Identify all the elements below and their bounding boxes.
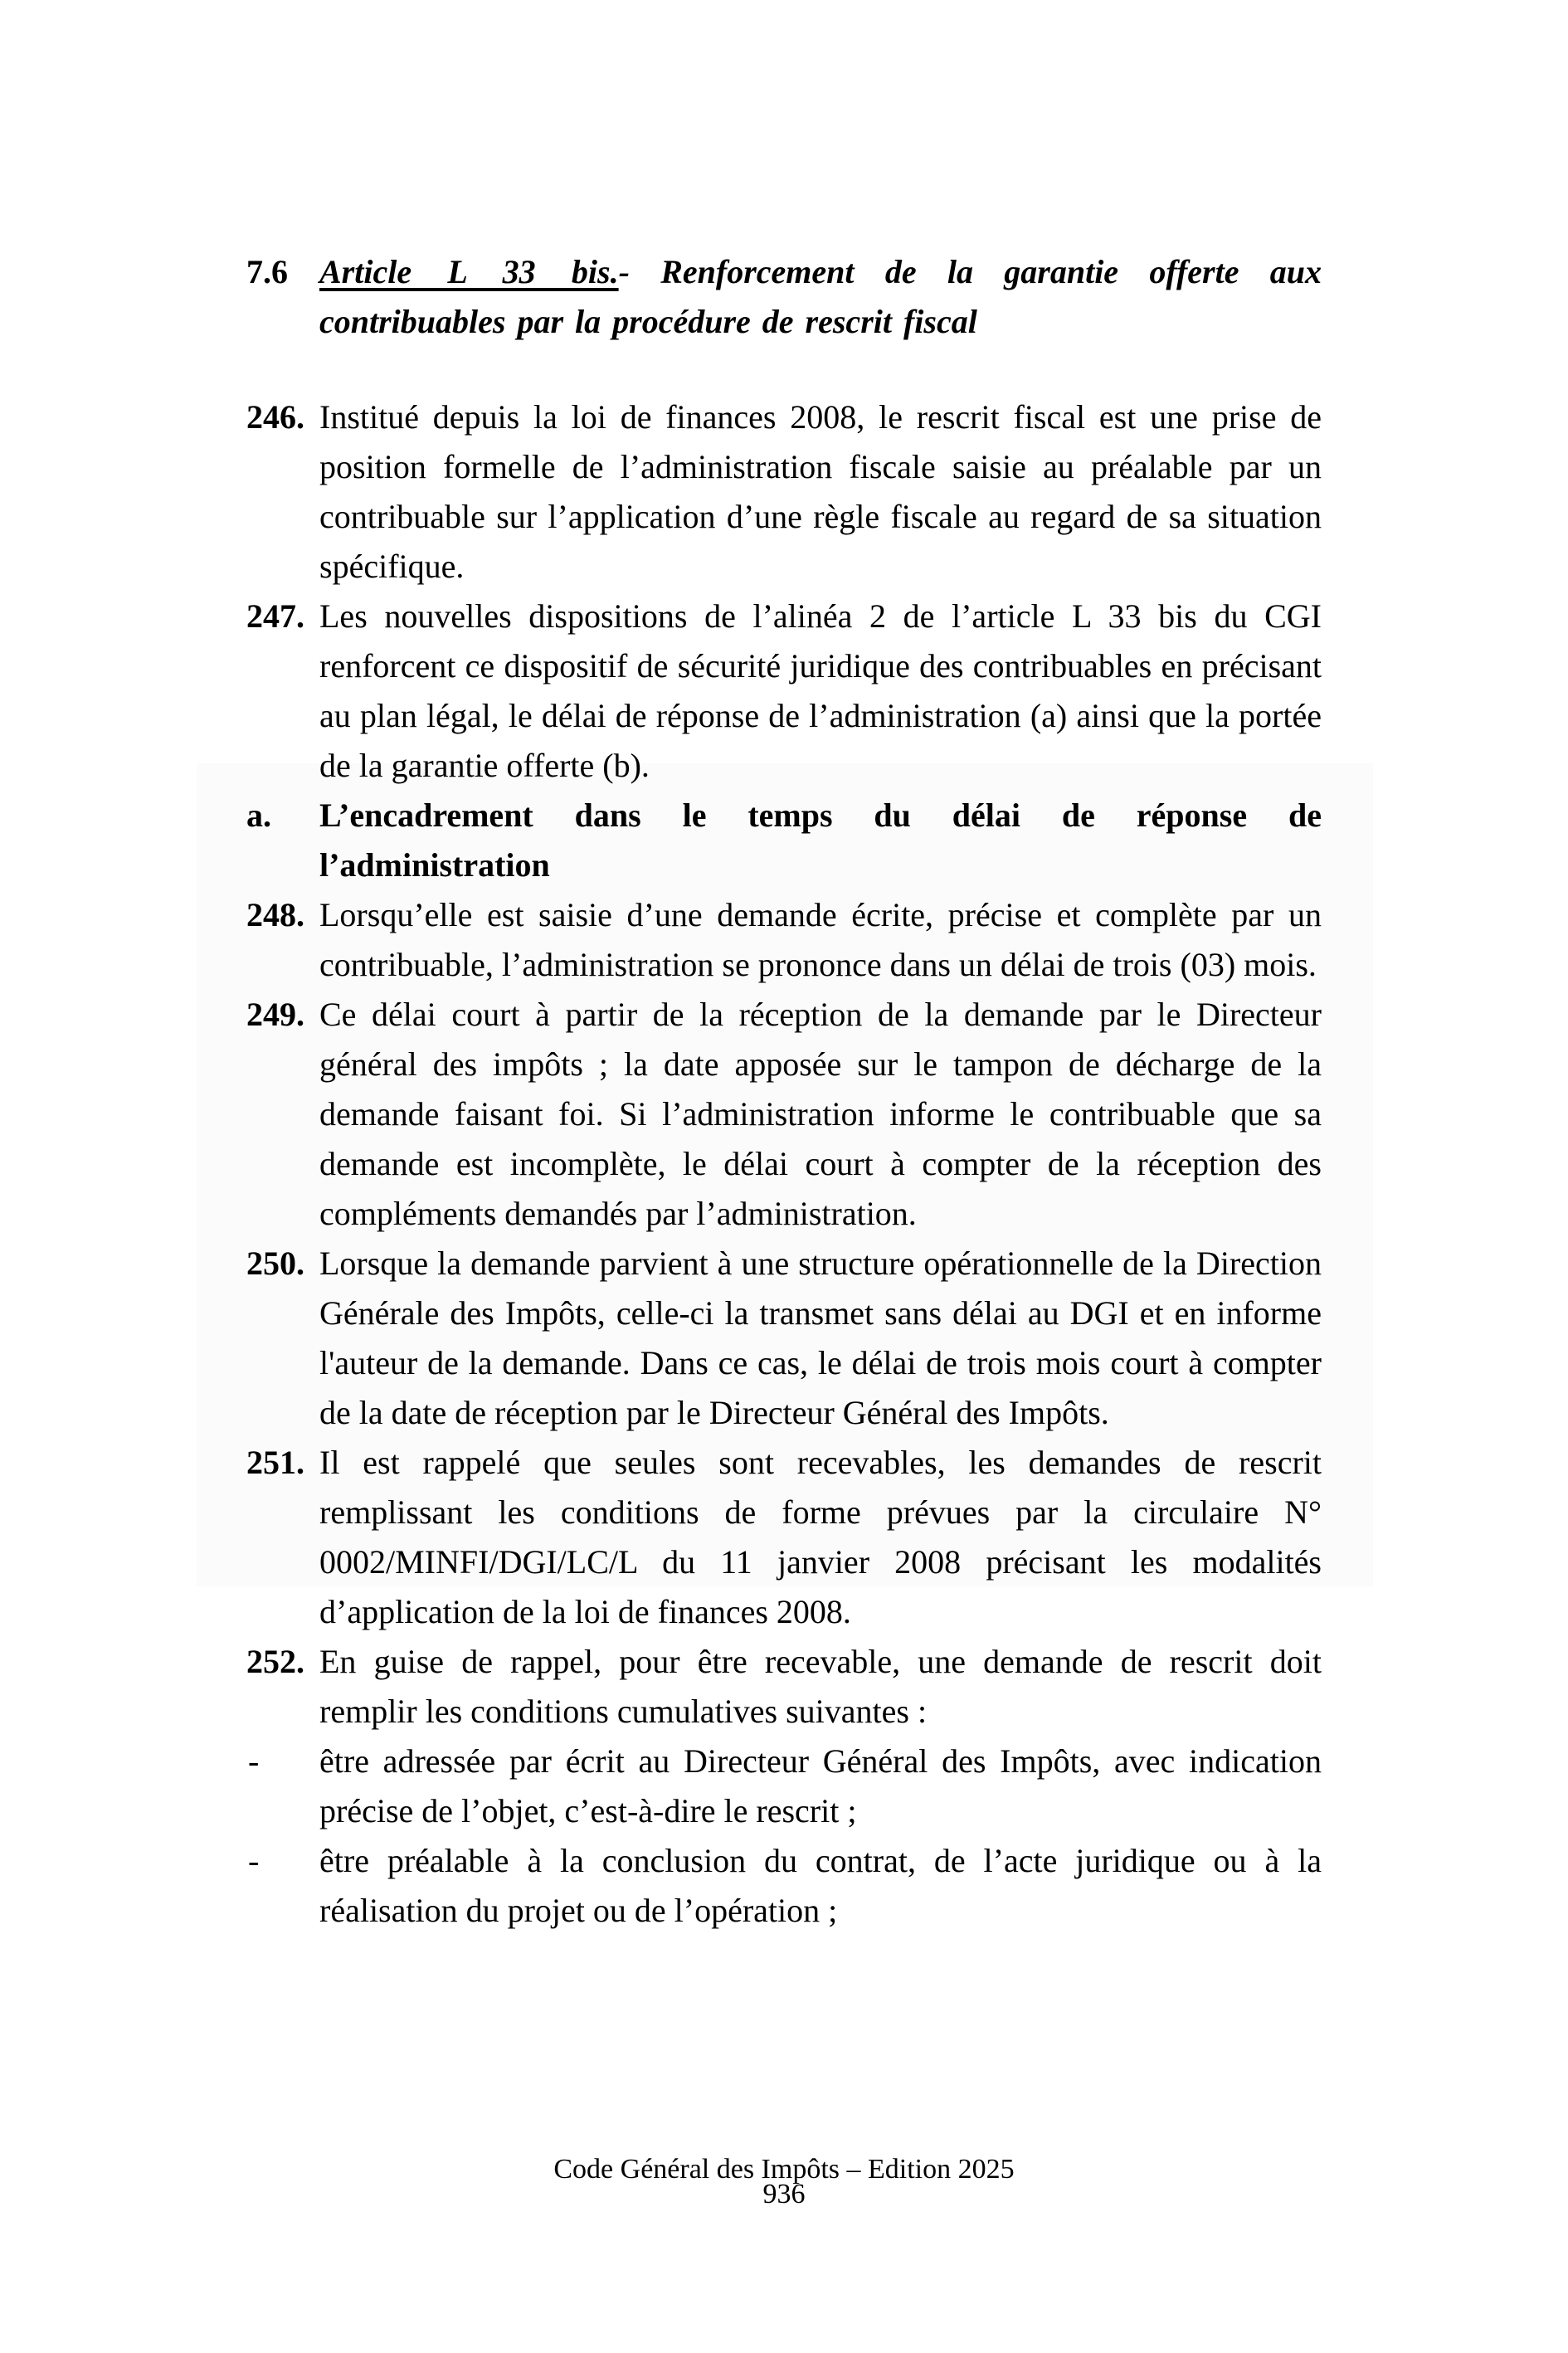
paragraph-text: Les nouvelles dispositions de l’alinéa 2 de l’article L 33 bis du CGI renforcent ce dispositif de sécurité juridique des contribuables en précisant au plan légal, le délai de réponse de l’administration (a) ainsi que la portée de la garantie offerte (b).: [319, 597, 1322, 784]
paragraph-248: [246, 890, 1322, 990]
paragraph-246: [246, 392, 1322, 592]
subheading-text: L’encadrement dans le temps du délai de réponse de l’administration: [319, 797, 1322, 884]
paragraph-249: [246, 990, 1322, 1239]
subheading-a: [246, 791, 1322, 890]
section-number: 7.6: [246, 253, 288, 290]
paragraph-number: 248.: [246, 896, 304, 933]
paragraph-number: 250.: [246, 1245, 304, 1282]
paragraph-number: 251.: [246, 1444, 304, 1481]
paragraph-number: 249.: [246, 996, 304, 1033]
paragraph-text: En guise de rappel, pour être recevable, une demande de rescrit doit remplir les conditions cumulatives suivantes :: [319, 1643, 1322, 1730]
paragraph-251: [246, 1438, 1322, 1637]
paragraph-number: 247.: [246, 597, 304, 635]
condition-list-item: [246, 1836, 1322, 1936]
page-number: 936: [762, 2179, 806, 2209]
condition-text: être adressée par écrit au Directeur Général des Impôts, avec indication précise de l’objet, c’est-à-dire le rescrit ;: [319, 1742, 1322, 1829]
paragraph-text: Lorsque la demande parvient à une structure opérationnelle de la Direction Générale des Impôts, celle-ci la transmet sans délai au DGI et en informe l'auteur de la demande. Dans ce cas, le délai de trois mois court à compter de la date de réception par le Directeur Général des Impôts.: [319, 1245, 1322, 1431]
condition-text: être préalable à la conclusion du contrat, de l’acte juridique ou à la réalisation du projet ou de l’opération ;: [319, 1842, 1322, 1929]
paragraph-text: Il est rappelé que seules sont recevables, les demandes de rescrit remplissant les conditions de forme prévues par la circulaire N° 0002/MINFI/DGI/LC/L du 11 janvier 2008 précisant les modalités d’application de la loi de finances 2008.: [319, 1444, 1322, 1630]
section-title: [246, 247, 1322, 347]
condition-list-item: [246, 1737, 1322, 1836]
paragraph-250: [246, 1239, 1322, 1438]
footer-title: Code Général des Impôts – Edition 2025: [553, 2154, 1015, 2185]
paragraph-number: 252.: [246, 1643, 304, 1680]
document-page: [246, 247, 1322, 1936]
subheading-letter: a.: [246, 797, 271, 834]
paragraph-number: 246.: [246, 398, 304, 436]
paragraph-252: [246, 1637, 1322, 1737]
paragraph-247: [246, 592, 1322, 791]
paragraph-text: Lorsqu’elle est saisie d’une demande écrite, précise et complète par un contribuable, l’administration se prononce dans un délai de trois (03) mois.: [319, 896, 1322, 983]
paragraph-text: Ce délai court à partir de la réception de la demande par le Directeur général des impôts ; la date apposée sur le tampon de décharge de la demande faisant foi. Si l’administration informe le contribuable que sa demande est incomplète, le délai court à compter de la réception des compléments demandés par l’administration.: [319, 996, 1322, 1232]
dash-bullet-icon: -: [248, 1842, 260, 1879]
paragraph-text: Institué depuis la loi de finances 2008, le rescrit fiscal est une prise de position formelle de l’administration fiscale saisie au préalable par un contribuable sur l’application d’une règle fiscale au regard de sa situation spécifique.: [319, 398, 1322, 585]
paragraph-list: [246, 392, 1322, 1936]
page-footer: [0, 2154, 1568, 2209]
article-reference: Article L 33 bis.: [319, 253, 619, 290]
section-title-text: - Renforcement de la garantie offerte aux contribuables par la procédure de rescrit fiscal: [319, 253, 1322, 340]
dash-bullet-icon: -: [248, 1742, 260, 1780]
